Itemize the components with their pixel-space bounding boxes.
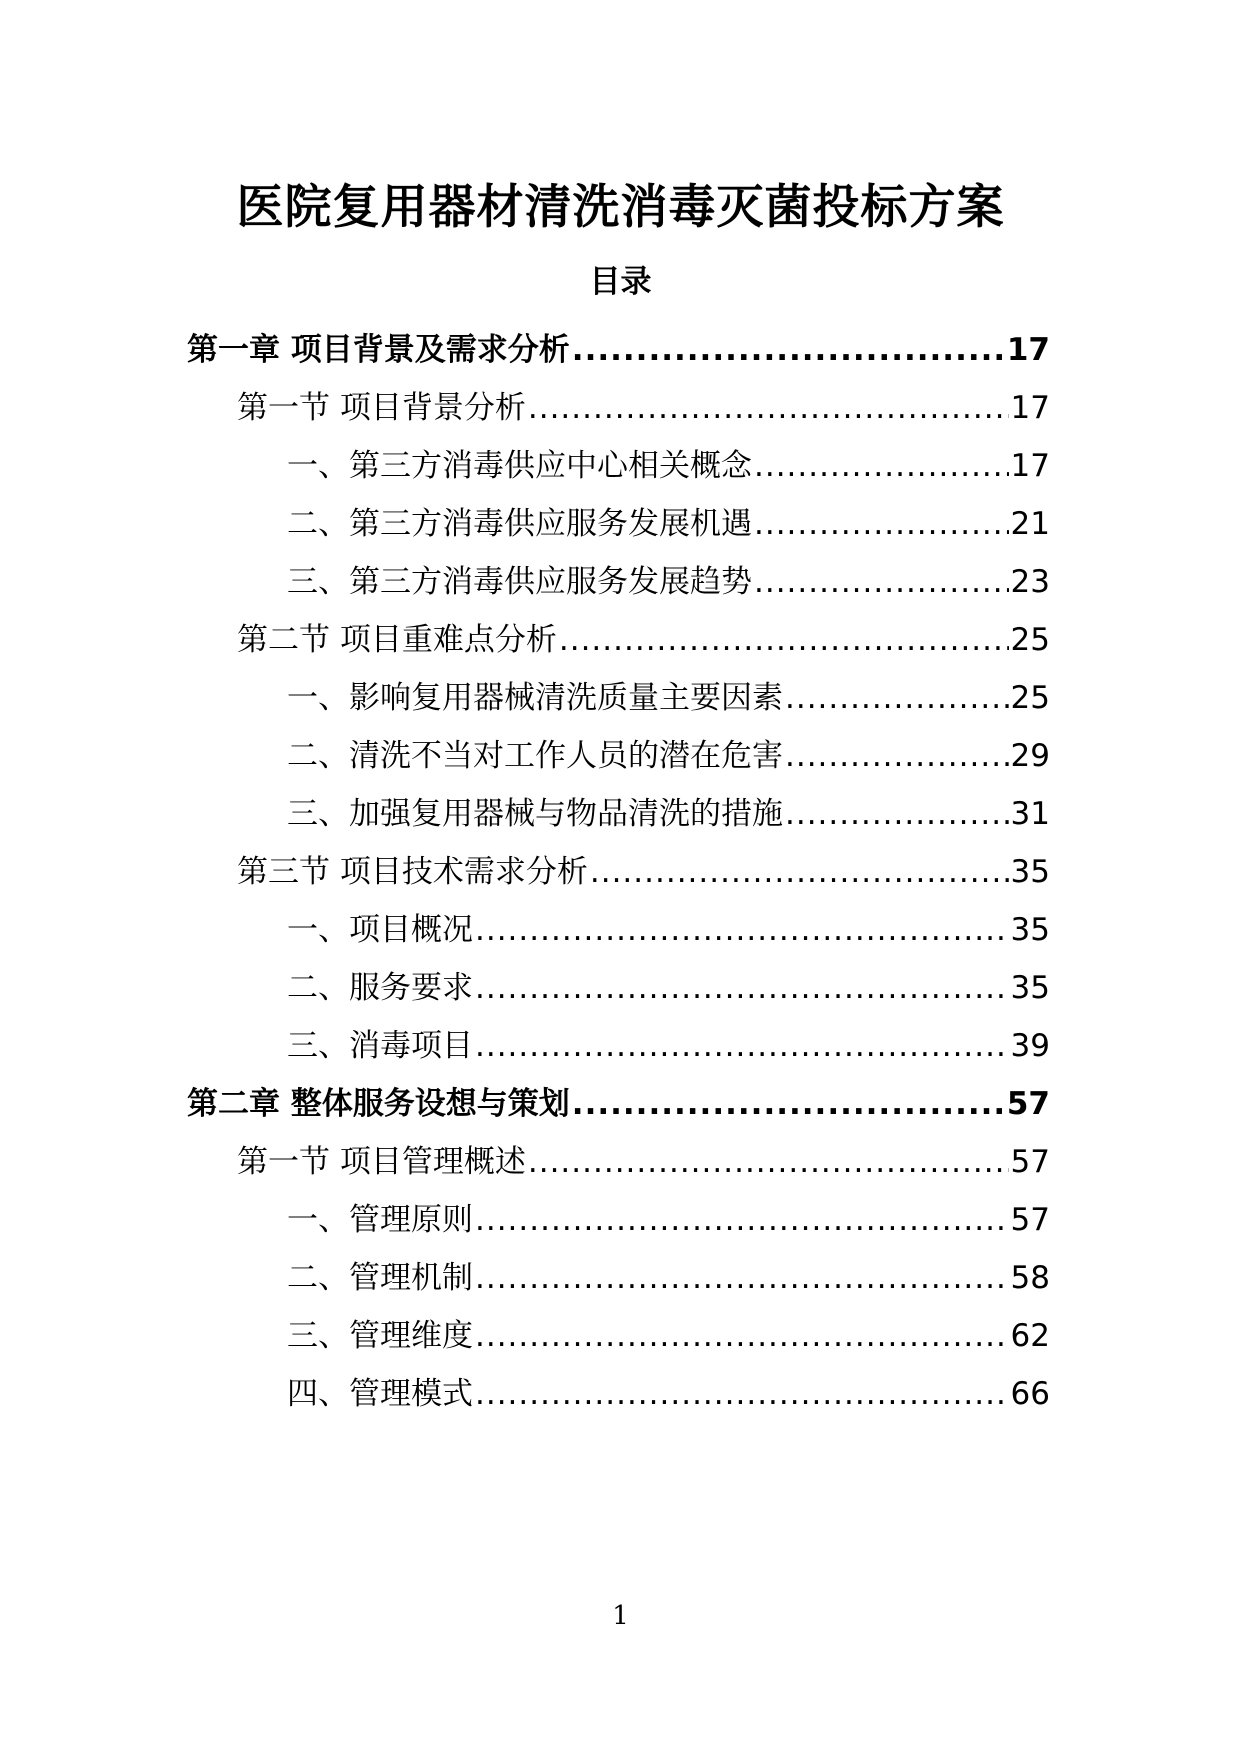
toc-entry-title: 二、服务要求: [287, 970, 473, 1006]
toc-entry-title: 三、消毒项目: [287, 1028, 473, 1064]
toc-entry-subsection[interactable]: [287, 734, 1050, 778]
toc-entry-title: 二、管理机制: [287, 1260, 473, 1296]
toc-entry-page: 57: [1010, 1144, 1050, 1180]
toc-entry-section[interactable]: [237, 386, 1050, 430]
toc-leader-dots: [754, 502, 1009, 546]
toc-entry-page: 25: [1010, 622, 1050, 658]
toc-leader-dots: [475, 908, 1009, 952]
toc-entry-subsection[interactable]: [287, 966, 1050, 1010]
toc-entry-title: 二、第三方消毒供应服务发展机遇: [287, 506, 752, 542]
toc-entry-subsection[interactable]: [287, 1372, 1050, 1416]
toc-entry-title: 一、影响复用器械清洗质量主要因素: [287, 680, 783, 716]
toc-entry-title: 四、管理模式: [287, 1376, 473, 1412]
toc-leader-dots: [785, 676, 1009, 720]
toc-entry-title: 第三节 项目技术需求分析: [237, 854, 588, 890]
toc-entry-title: 第一章 项目背景及需求分析: [187, 332, 570, 368]
toc-heading: 目录: [589, 264, 652, 300]
toc-entry-page: 35: [1010, 912, 1050, 948]
toc-leader-dots: [590, 850, 1009, 894]
toc-leader-dots: [785, 792, 1009, 836]
toc-entry-chapter[interactable]: [187, 1082, 1050, 1126]
toc-entry-title: 第二节 项目重难点分析: [237, 622, 557, 658]
page-number: 1: [612, 1601, 629, 1631]
toc-entry-title: 第二章 整体服务设想与策划: [187, 1086, 570, 1122]
toc-leader-dots: [785, 734, 1009, 778]
toc-entry-page: 31: [1010, 796, 1050, 832]
toc-entry-page: 57: [1006, 1086, 1050, 1122]
toc-entry-page: 23: [1010, 564, 1050, 600]
toc-entry-page: 25: [1010, 680, 1050, 716]
toc-entry-page: 39: [1010, 1028, 1050, 1064]
toc-entry-section[interactable]: [237, 1140, 1050, 1184]
toc-entry-subsection[interactable]: [287, 676, 1050, 720]
toc-leader-dots: [754, 444, 1009, 488]
toc-entry-title: 二、清洗不当对工作人员的潜在危害: [287, 738, 783, 774]
toc-entry-chapter[interactable]: [187, 328, 1050, 372]
toc-leader-dots: [475, 1024, 1009, 1068]
toc-leader-dots: [475, 1372, 1009, 1416]
toc-entry-subsection[interactable]: [287, 1198, 1050, 1242]
toc-entry-title: 三、第三方消毒供应服务发展趋势: [287, 564, 752, 600]
toc-entry-subsection[interactable]: [287, 560, 1050, 604]
toc-leader-dots: [475, 1256, 1009, 1300]
toc-leader-dots: [475, 1198, 1009, 1242]
toc-entry-subsection[interactable]: [287, 1256, 1050, 1300]
toc-entry-page: 17: [1006, 332, 1050, 368]
toc-entry-subsection[interactable]: [287, 1024, 1050, 1068]
toc-entry-page: 58: [1010, 1260, 1050, 1296]
toc-entry-page: 35: [1010, 854, 1050, 890]
toc-entry-page: 66: [1010, 1376, 1050, 1412]
toc-leader-dots: [528, 1140, 1009, 1184]
toc-entry-page: 17: [1010, 448, 1050, 484]
toc-leader-dots: [572, 328, 1005, 372]
toc-leader-dots: [572, 1082, 1005, 1126]
toc-entry-title: 一、管理原则: [287, 1202, 473, 1238]
toc-entry-subsection[interactable]: [287, 792, 1050, 836]
toc-entry-page: 35: [1010, 970, 1050, 1006]
toc-entry-title: 一、第三方消毒供应中心相关概念: [287, 448, 752, 484]
toc-entry-section[interactable]: [237, 618, 1050, 662]
toc-entry-page: 62: [1010, 1318, 1050, 1354]
toc-entry-page: 17: [1010, 390, 1050, 426]
toc-leader-dots: [528, 386, 1009, 430]
toc-entry-title: 一、项目概况: [287, 912, 473, 948]
toc-entry-page: 21: [1010, 506, 1050, 542]
toc-entry-title: 三、管理维度: [287, 1318, 473, 1354]
toc-leader-dots: [754, 560, 1009, 604]
toc-entry-title: 第一节 项目管理概述: [237, 1144, 526, 1180]
toc-leader-dots: [559, 618, 1009, 662]
toc-leader-dots: [475, 966, 1009, 1010]
toc-entry-subsection[interactable]: [287, 908, 1050, 952]
toc-entry-subsection[interactable]: [287, 502, 1050, 546]
toc-entry-subsection[interactable]: [287, 444, 1050, 488]
toc-entry-section[interactable]: [237, 850, 1050, 894]
toc-entry-title: 三、加强复用器械与物品清洗的措施: [287, 796, 783, 832]
toc-entry-page: 57: [1010, 1202, 1050, 1238]
document-title: 医院复用器材清洗消毒灭菌投标方案: [236, 180, 1005, 235]
toc-leader-dots: [475, 1314, 1009, 1358]
toc-entry-page: 29: [1010, 738, 1050, 774]
toc-entry-title: 第一节 项目背景分析: [237, 390, 526, 426]
toc-entry-subsection[interactable]: [287, 1314, 1050, 1358]
